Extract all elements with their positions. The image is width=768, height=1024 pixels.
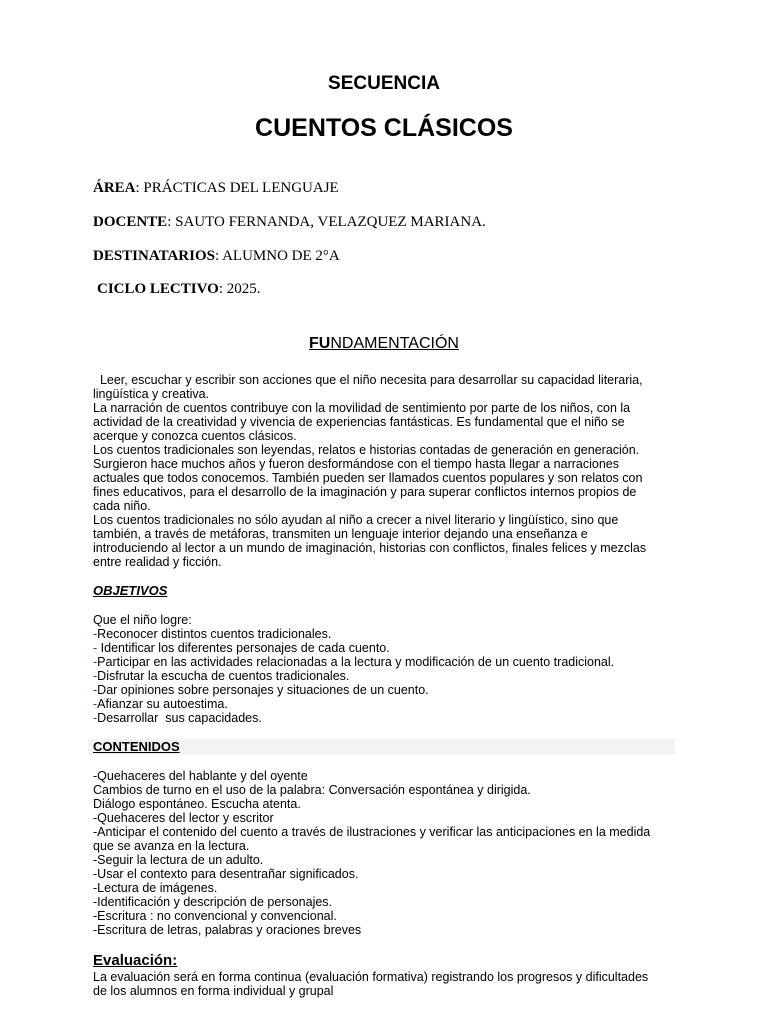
paragraph-line: introduciendo al lector a un mundo de imaginación, historias con conflictos, finales felices y mezclas (93, 541, 647, 555)
list-item: -Participar en las actividades relacionadas a la lectura y modificación de un cuento tradicional. (93, 655, 615, 669)
list-item: -Identificación y descripción de personajes. (93, 895, 333, 909)
meta-ciclo-value: : 2025. (218, 281, 261, 297)
dash-marker: - (93, 683, 98, 697)
dash-marker: - (93, 711, 98, 725)
paragraph-line: Surgieron hace muchos años y fueron desformándose con el tiempo hasta llegar a narraciones (93, 457, 620, 471)
dash-marker: - (93, 655, 98, 669)
meta-destinatarios (93, 248, 340, 265)
paragraph-line: fines educativos, para el desarrollo de la imaginación y para superar conflictos internos propios de (93, 485, 637, 499)
list-item: - Identificar los diferentes personajes de cada cuento. (93, 641, 390, 655)
list-item: Cambios de turno en el uso de la palabra: Conversación espontánea y dirigida. (93, 783, 531, 797)
list-item: -Seguir la lectura de un adulto. (93, 853, 264, 867)
fundamentacion-heading-bold: FU (309, 335, 331, 352)
meta-docente (93, 214, 486, 231)
paragraph-line: acerque y conozca cuentos clásicos. (93, 429, 297, 443)
dash-marker: - (93, 627, 98, 641)
meta-area-label: ÁREA (93, 180, 136, 196)
fundamentacion-heading (0, 335, 768, 353)
meta-ciclo (97, 281, 260, 298)
objetivos-intro: Que el niño logre: (93, 613, 192, 627)
paragraph-line: actuales que todos conocemos. También pueden ser llamados cuentos populares y son relatos con (93, 471, 643, 485)
meta-area (93, 180, 339, 197)
list-item: Diálogo espontáneo. Escucha atenta. (93, 797, 301, 811)
paragraph-line: Los cuentos tradicionales son leyendas, relatos e historias contadas de generación en generación. (93, 443, 640, 457)
paragraph-line: actividad de la creatividad y vivencia de experiencias fantásticas. Es fundamental que el niño se (93, 415, 625, 429)
meta-ciclo-label: CICLO LECTIVO (97, 281, 219, 297)
paragraph-line: entre realidad y ficción. (93, 555, 222, 569)
paragraph-line: La evaluación será en forma continua (evaluación formativa) registrando los progresos y dificultades (93, 970, 649, 984)
contenidos-list (93, 769, 673, 937)
fundamentacion-body (93, 373, 673, 569)
meta-docente-label: DOCENTE (93, 214, 168, 230)
evaluacion-heading: Evaluación: (93, 952, 178, 969)
dash-marker: - (93, 641, 98, 655)
list-item: -Quehaceres del lector y escritor (93, 811, 274, 825)
document-title: CUENTOS CLÁSICOS (255, 114, 513, 142)
objetivos-heading: OBJETIVOS (93, 583, 168, 598)
list-item: -Disfrutar la escucha de cuentos tradicionales. (93, 669, 350, 683)
list-item: -Desarrollar sus capacidades. (93, 711, 262, 725)
paragraph-line: de los alumnos en forma individual y grupal (93, 984, 334, 998)
contenidos-heading: CONTENIDOS (93, 739, 180, 754)
list-item: -Usar el contexto para desentrañar significados. (93, 867, 359, 881)
paragraph-line: La narración de cuentos contribuye con la movilidad de sentimiento por parte de los niños, con la (93, 401, 631, 415)
list-item: -Escritura de letras, palabras y oraciones breves (93, 923, 362, 937)
dash-marker: - (93, 697, 98, 711)
list-item: -Reconocer distintos cuentos tradicionales. (93, 627, 332, 641)
paragraph-line: Leer, escuchar y escribir son acciones que el niño necesita para desarrollar su capacidad literaria, (93, 373, 643, 387)
list-item: -Anticipar el contenido del cuento a través de ilustraciones y verificar las anticipaciones en la medida (93, 825, 651, 839)
evaluacion-body (93, 970, 673, 998)
list-item: -Afianzar su autoestima. (93, 697, 228, 711)
list-item: -Escritura : no convencional y convencional. (93, 909, 337, 923)
list-item: que se avanza en la lectura. (93, 839, 250, 853)
paragraph-line: Los cuentos tradicionales no sólo ayudan al niño a crecer a nivel literario y lingüístico, sino que (93, 513, 619, 527)
meta-area-value: : PRÁCTICAS DEL LENGUAJE (135, 180, 339, 196)
paragraph-line: también, a través de metáforas, transmiten un lenguaje interior dejando una enseñanza e (93, 527, 588, 541)
paragraph-line: lingüística y creativa. (93, 387, 210, 401)
dash-marker: - (93, 669, 98, 683)
fundamentacion-heading-rest: NDAMENTACIÓN (330, 335, 459, 352)
list-item: -Lectura de imágenes. (93, 881, 218, 895)
meta-destinatarios-value: : ALUMNO DE 2°A (214, 248, 340, 264)
list-item: -Dar opiniones sobre personajes y situaciones de un cuento. (93, 683, 429, 697)
meta-destinatarios-label: DESTINATARIOS (93, 248, 215, 264)
paragraph-line: cada niño. (93, 499, 151, 513)
objetivos-list (93, 613, 673, 725)
list-item: -Quehaceres del hablante y del oyente (93, 769, 308, 783)
document-kicker: SECUENCIA (328, 73, 440, 94)
meta-docente-value: : SAUTO FERNANDA, VELAZQUEZ MARIANA. (167, 214, 486, 230)
